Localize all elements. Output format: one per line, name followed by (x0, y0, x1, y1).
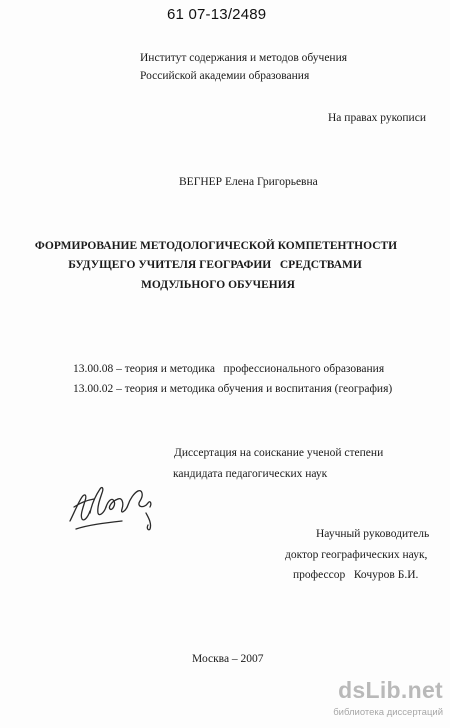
title-line-1: ФОРМИРОВАНИЕ МЕТОДОЛОГИЧЕСКОЙ КОМПЕТЕНТНОСТИ (34, 240, 398, 252)
supervisor-degree: доктор географических наук, (285, 549, 428, 561)
dslib-watermark (333, 677, 447, 723)
title-line-3: МОДУЛЬНОГО ОБУЧЕНИЯ (140, 279, 295, 291)
supervisor-name: профессор Кочуров Б.И. (293, 569, 419, 581)
watermark-subtitle: библиотека диссертаций (333, 707, 443, 718)
specialty-code-1: 13.00.08 – теория и методика профессионального образования (73, 363, 385, 375)
institution-line-2: Российской академии образования (140, 70, 310, 82)
dissertation-degree-line-2: кандидата педагогических наук (173, 468, 328, 480)
title-line-2: БУДУЩЕГО УЧИТЕЛЯ ГЕОГРАФИИ СРЕДСТВАМИ (68, 259, 362, 271)
catalog-number: 61 07-13/2489 (167, 6, 267, 23)
author-name: ВЕГНЕР Елена Григорьевна (179, 176, 318, 188)
handwritten-signature (64, 473, 160, 535)
watermark-logo: dsLib.net (338, 677, 443, 703)
dissertation-degree-line-1: Диссертация на соискание ученой степени (174, 447, 384, 459)
city-year: Москва – 2007 (192, 653, 264, 665)
institution-line-1: Институт содержания и методов обучения (140, 52, 348, 64)
supervisor-title: Научный руководитель (316, 528, 430, 540)
rights-note: На правах рукописи (328, 112, 426, 124)
specialty-code-2: 13.00.02 – теория и методика обучения и воспитания (география) (73, 383, 393, 395)
